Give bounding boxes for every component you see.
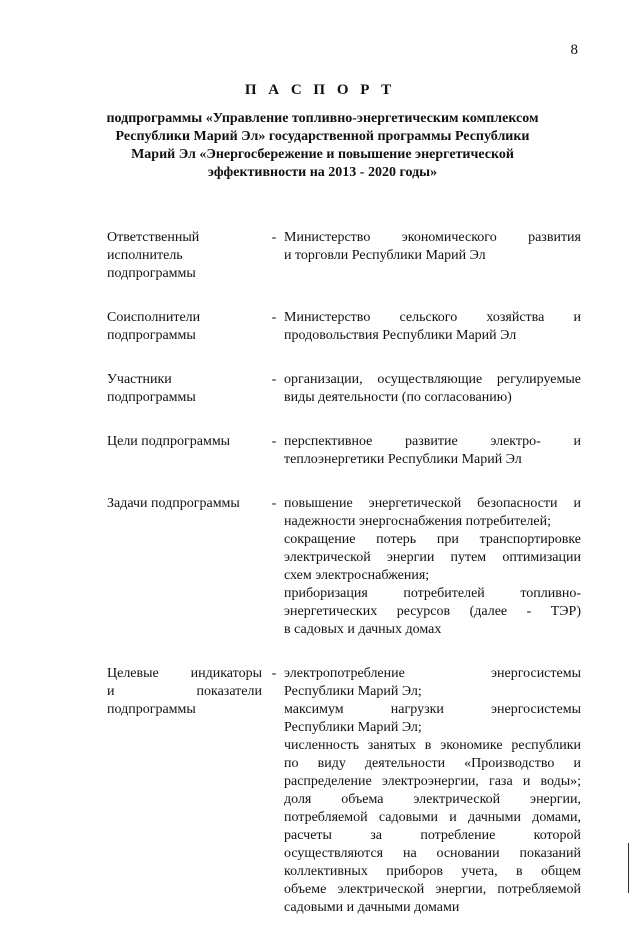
label-line: подпрограммы: [107, 702, 196, 717]
value-line: Республики Марий Эл;: [284, 684, 422, 699]
row-label: [107, 495, 262, 639]
label-line: Участники: [107, 372, 172, 387]
row-label: [107, 371, 262, 407]
value-line: перспективное развитие электро- и: [284, 434, 581, 449]
value-line: объеме электрической энергии, потребляемой: [284, 882, 581, 897]
value-line: доля объема электрической энергии,: [284, 792, 581, 807]
value-line: теплоэнергетики Республики Марий Эл: [284, 452, 522, 467]
value-line: численность занятых в экономике республики: [284, 738, 581, 753]
value-line: надежности энергоснабжения потребителей;: [284, 514, 551, 529]
value-line: максимум нагрузки энергосистемы: [284, 702, 581, 717]
row-dash: -: [271, 372, 277, 387]
value-line: приборизация потребителей топливно-: [284, 586, 581, 601]
row-value: [284, 495, 581, 639]
row-dash: -: [271, 310, 277, 325]
row-value: [284, 309, 581, 345]
value-line: и торговли Республики Марий Эл: [284, 248, 486, 263]
subtitle-line: подпрограммы «Управление топливно-энергетическим комплексом: [106, 111, 539, 126]
subtitle-line: Республики Марий Эл» государственной программы Республики: [115, 129, 530, 144]
value-line: садовыми и дачными домами: [284, 900, 460, 915]
value-line: схем электроснабжения;: [284, 568, 430, 583]
row-label: [107, 433, 262, 469]
scan-edge-line: [628, 843, 629, 893]
document-title: П А С П О Р Т: [244, 82, 396, 98]
row-value: [284, 433, 581, 469]
value-line: повышение энергетической безопасности и: [284, 496, 581, 511]
document-subtitle: [95, 110, 550, 182]
label-line: исполнитель: [107, 248, 183, 263]
value-line: электропотребление энергосистемы: [284, 666, 581, 681]
row-label: [107, 309, 262, 345]
value-line: по виду деятельности «Производство и: [284, 756, 581, 771]
row-value: [284, 229, 581, 283]
passport-row-goals: [0, 433, 640, 469]
row-label: [107, 229, 262, 283]
label-line: и показатели: [107, 684, 262, 699]
value-line: Министерство экономического развития: [284, 230, 581, 245]
row-dash: -: [271, 434, 277, 449]
value-line: продовольствия Республики Марий Эл: [284, 328, 517, 343]
value-line: осуществляются на основании показаний: [284, 846, 581, 861]
row-label: [107, 665, 262, 917]
value-line: сокращение потерь при транспортировке: [284, 532, 581, 547]
label-line: Цели подпрограммы: [107, 434, 231, 449]
value-line: коллективных приборов учета, в общем: [284, 864, 581, 879]
passport-row-responsible: [0, 229, 640, 283]
label-line: Задачи подпрограммы: [107, 496, 240, 511]
value-line: в садовых и дачных домах: [284, 622, 442, 637]
row-value: [284, 665, 581, 917]
label-line: Целевые индикаторы: [107, 666, 262, 681]
passport-table: [0, 229, 640, 943]
label-line: подпрограммы: [107, 390, 196, 405]
subtitle-line: эффективности на 2013 - 2020 годы»: [207, 165, 438, 180]
value-line: организации, осуществляющие регулируемые: [284, 372, 581, 387]
passport-row-indicators: [0, 665, 640, 917]
value-line: Министерство сельского хозяйства и: [284, 310, 581, 325]
value-line: Республики Марий Эл;: [284, 720, 422, 735]
row-value: [284, 371, 581, 407]
value-line: энергетических ресурсов (далее - ТЭР): [284, 604, 581, 619]
passport-row-tasks: [0, 495, 640, 639]
value-line: расчеты за потребление которой: [284, 828, 581, 843]
passport-row-participants: [0, 371, 640, 407]
row-dash: -: [271, 230, 277, 245]
value-line: распределение электроэнергии, газа и воды»;: [284, 774, 581, 789]
passport-row-coexecutors: [0, 309, 640, 345]
subtitle-line: Марий Эл «Энергосбережение и повышение энергетической: [131, 147, 514, 162]
label-line: Соисполнители: [107, 310, 201, 325]
value-line: виды деятельности (по согласованию): [284, 390, 512, 405]
label-line: подпрограммы: [107, 328, 196, 343]
value-line: потребляемой садовыми и дачными домами,: [284, 810, 581, 825]
row-dash: -: [271, 496, 277, 511]
value-line: электрической энергии путем оптимизации: [284, 550, 581, 565]
page-number: 8: [570, 42, 578, 58]
label-line: Ответственный: [107, 230, 200, 245]
label-line: подпрограммы: [107, 266, 196, 281]
row-dash: -: [271, 666, 277, 681]
